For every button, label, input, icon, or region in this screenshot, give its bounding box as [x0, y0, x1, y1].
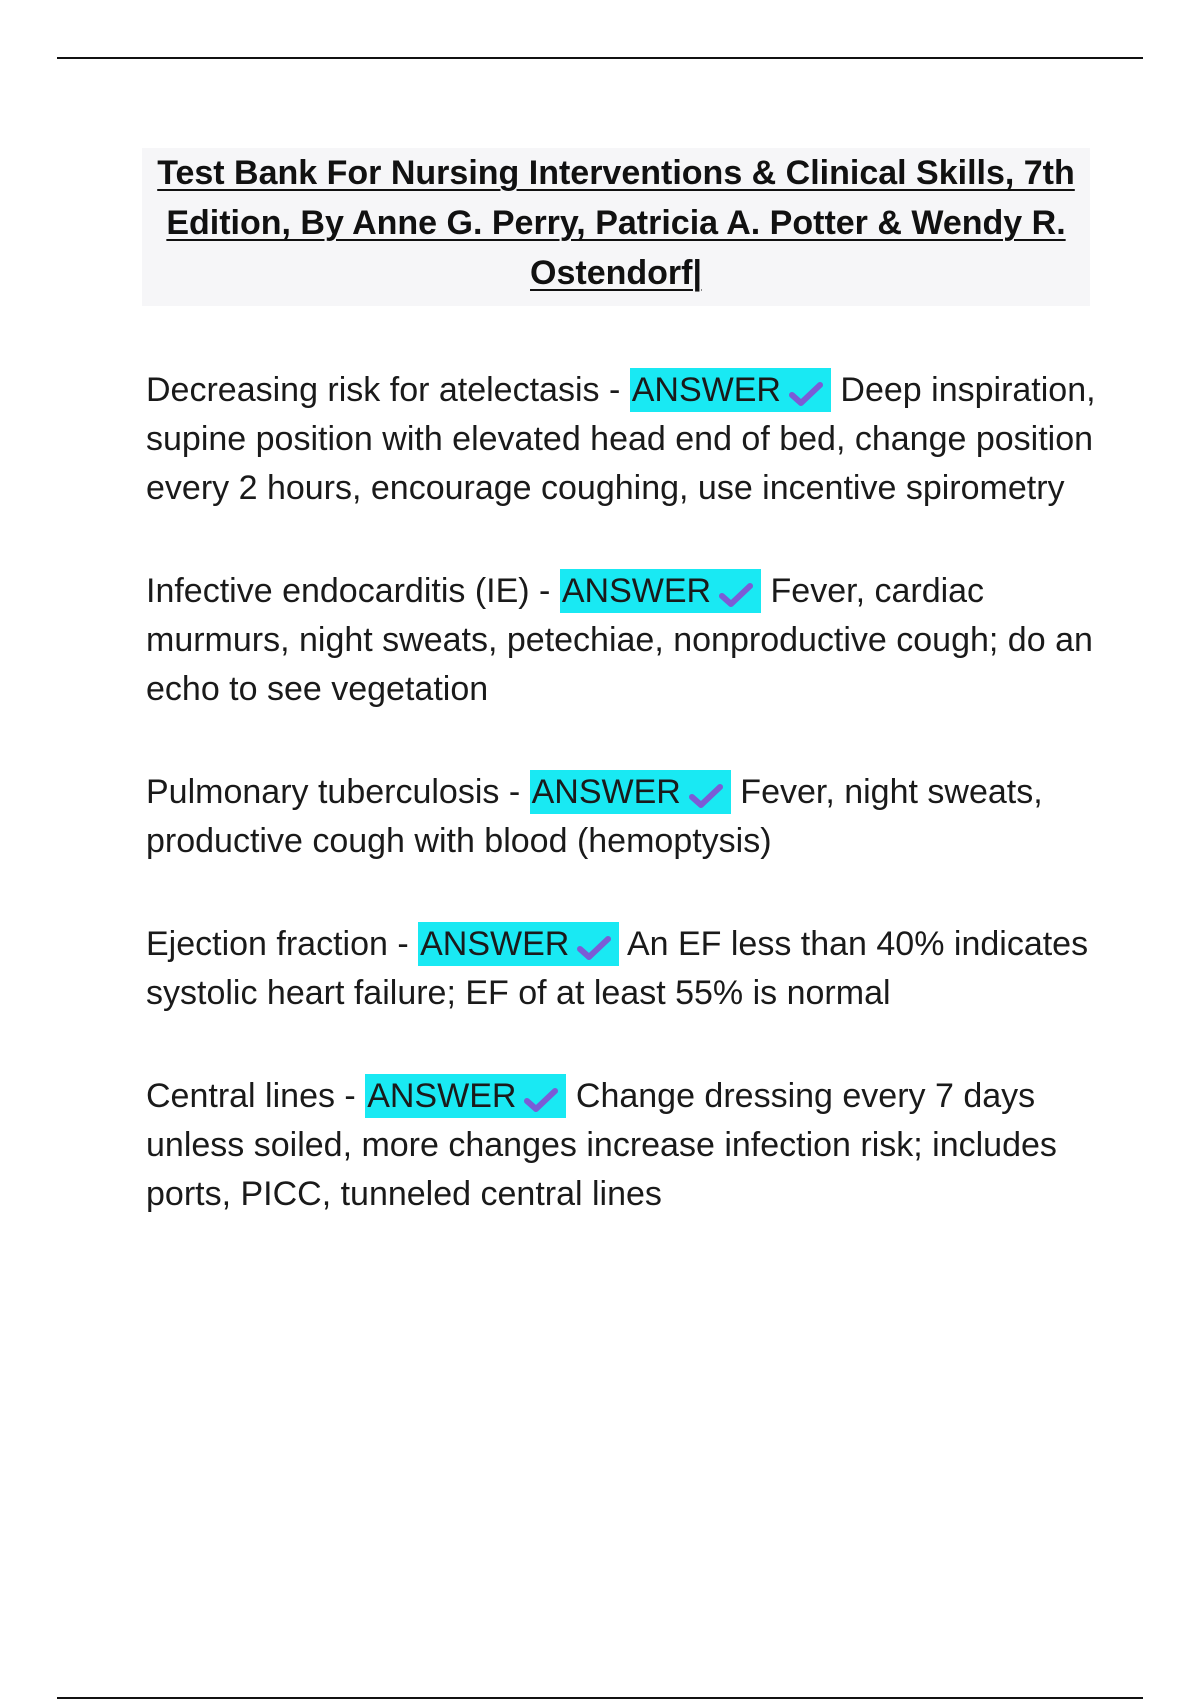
top-divider	[57, 57, 1143, 59]
qa-term: Ejection fraction -	[146, 925, 409, 963]
qa-item	[146, 920, 1096, 1018]
checkmark-icon	[524, 1087, 558, 1113]
qa-answer: Change dressing every 7 days unless soiled, more changes increase infection risk; includes ports, PICC, tunneled central lines	[146, 1077, 1057, 1213]
checkmark-icon	[789, 381, 823, 407]
answer-label: ANSWER	[561, 572, 712, 610]
document-title	[142, 148, 1090, 298]
answer-highlight	[560, 569, 761, 613]
answer-label: ANSWER	[367, 1077, 517, 1115]
answer-highlight	[630, 368, 831, 412]
qa-answer: Deep inspiration, supine position with elevated head end of bed, change position every 2 hours, encourage coughing, use incentive spirometry	[146, 371, 1096, 507]
answer-label: ANSWER	[531, 773, 681, 811]
qa-item	[146, 366, 1096, 513]
answer-highlight	[530, 770, 731, 814]
qa-answer: Fever, cardiac murmurs, night sweats, petechiae, nonproductive cough; do an echo to see vegetation	[146, 572, 1093, 708]
qa-term: Decreasing risk for atelectasis -	[146, 371, 621, 409]
answer-highlight	[365, 1074, 566, 1118]
qa-answer: An EF less than 40% indicates systolic heart failure; EF of at least 55% is normal	[146, 925, 1089, 1012]
qa-item	[146, 567, 1096, 714]
qa-item	[146, 1072, 1096, 1219]
text-cursor: |	[692, 254, 702, 292]
checkmark-icon	[689, 783, 723, 809]
qa-list	[146, 366, 1096, 1273]
answer-label: ANSWER	[631, 371, 781, 409]
checkmark-icon	[577, 935, 611, 961]
title-block	[142, 148, 1090, 306]
answer-highlight	[418, 922, 619, 966]
checkmark-icon	[719, 582, 753, 608]
document-title-text: Test Bank For Nursing Interventions & Clinical Skills, 7th Edition, By Anne G. Perry, Patricia A. Potter & Wendy R. Ostendorf	[157, 154, 1075, 292]
qa-item	[146, 768, 1096, 866]
bottom-divider	[57, 1697, 1143, 1699]
answer-label: ANSWER	[420, 925, 570, 963]
qa-term: Pulmonary tuberculosis -	[146, 773, 521, 811]
qa-term: Central lines -	[146, 1077, 356, 1115]
qa-term: Infective endocarditis (IE) -	[146, 572, 551, 610]
qa-answer: Fever, night sweats, productive cough with blood (hemoptysis)	[146, 773, 1043, 860]
